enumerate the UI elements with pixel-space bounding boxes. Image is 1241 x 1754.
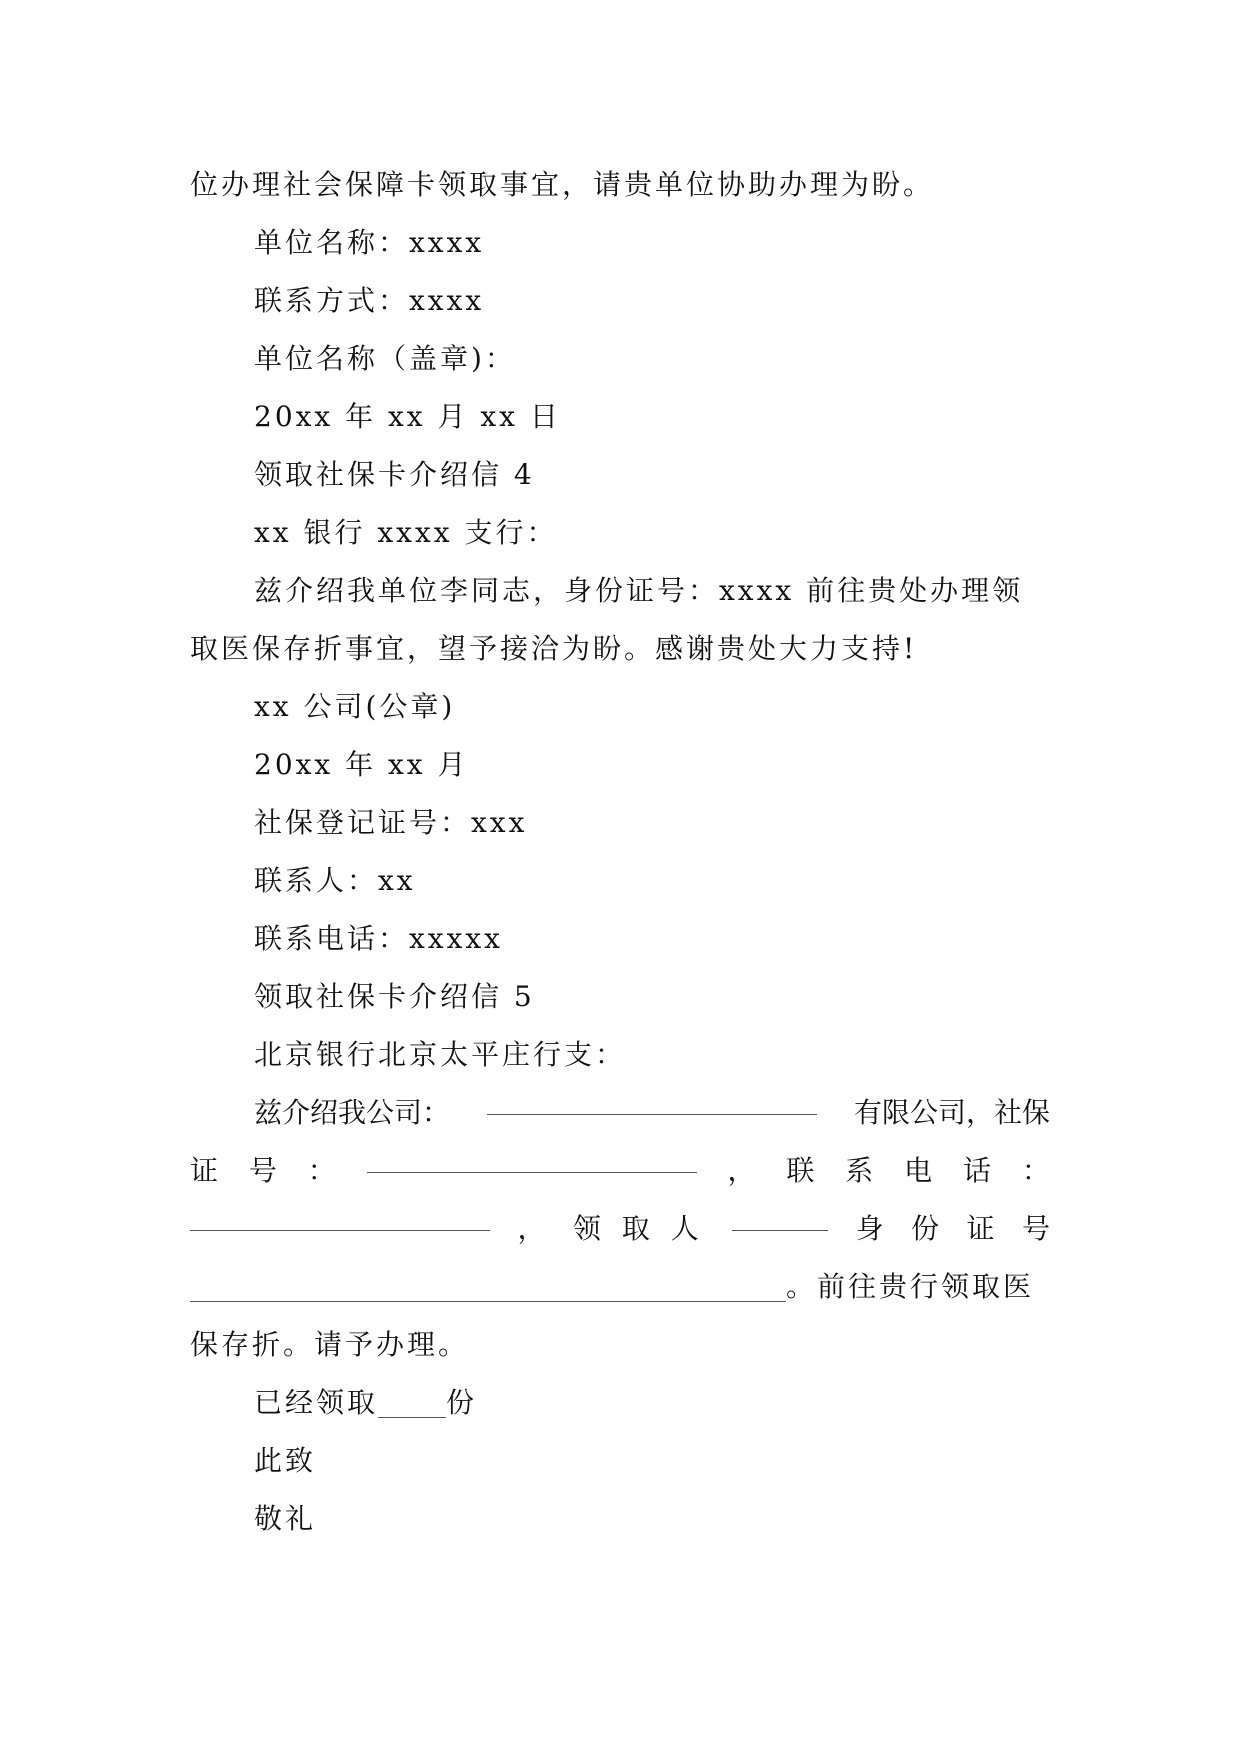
phone-number-blank	[190, 1200, 490, 1231]
phone-char: 话	[962, 1154, 991, 1187]
form-line-receiver	[190, 1200, 1050, 1258]
comma: ，	[517, 1212, 546, 1245]
form-line-company	[190, 1084, 1050, 1142]
closing-request-line: 保存折。请予办理。	[190, 1328, 470, 1361]
paragraph-line: 兹介绍我单位李同志，身份证号：xxxx 前往贵处办理领	[254, 574, 1024, 607]
regards-line-1: 此致	[254, 1444, 317, 1477]
letter-heading-5: 领取社保卡介绍信 5	[254, 980, 535, 1013]
letter-body	[190, 156, 1050, 1548]
comma: ，	[727, 1154, 756, 1187]
received-suffix: 份	[446, 1386, 478, 1419]
phone-char: 电	[904, 1154, 933, 1187]
receiver-label: 领 取 人	[572, 1212, 705, 1245]
received-prefix: 已经领取	[254, 1386, 379, 1419]
date-line: 20xx 年 xx 月	[254, 748, 469, 781]
unit-seal-line: 单位名称（盖章)：	[254, 342, 516, 375]
id-char: 份	[911, 1212, 940, 1245]
phone-char: 系	[845, 1154, 874, 1187]
unit-name-line: 单位名称：xxxx	[254, 226, 485, 259]
contact-person-line: 联系人：xx	[254, 864, 416, 897]
cert-char: 号	[248, 1154, 277, 1187]
form-line-cert	[190, 1142, 1050, 1200]
regards-line-2: 敬礼	[254, 1502, 317, 1535]
cert-number-blank	[367, 1142, 697, 1173]
go-text: 。前往贵行领取医	[786, 1270, 1035, 1303]
company-seal-line: xx 公司(公章)	[254, 690, 456, 723]
company-suffix: 有限公司，社保	[853, 1096, 1050, 1129]
recipient-line: xx 银行 xxxx 支行：	[254, 516, 558, 549]
social-security-number-line: 社保登记证号：xxx	[254, 806, 528, 839]
phone-char: 联	[786, 1154, 815, 1187]
id-char: 号	[1021, 1212, 1050, 1245]
received-count-blank	[378, 1387, 446, 1418]
form-line-id	[190, 1258, 1050, 1316]
letter-heading-4: 领取社保卡介绍信 4	[254, 458, 535, 491]
date-line: 20xx 年 xx 月 xx 日	[254, 400, 561, 433]
contact-phone-line: 联系电话：xxxxx	[254, 922, 503, 955]
receiver-name-blank	[732, 1200, 828, 1231]
intro-prefix: 兹介绍我公司：	[254, 1096, 451, 1129]
phone-char: ：	[1021, 1154, 1050, 1187]
paragraph-line: 取医保存折事宜，望予接洽为盼。感谢贵处大力支持!	[190, 632, 918, 665]
company-name-blank	[487, 1084, 817, 1115]
id-number-blank	[190, 1271, 786, 1302]
id-char: 证	[966, 1212, 995, 1245]
recipient-line: 北京银行北京太平庄行支：	[254, 1038, 627, 1071]
cert-char: 证	[190, 1154, 219, 1187]
id-char: 身	[855, 1212, 884, 1245]
cert-char: ：	[307, 1154, 336, 1187]
received-line	[190, 1374, 1050, 1432]
paragraph-line: 位办理社会保障卡领取事宜，请贵单位协助办理为盼。	[190, 168, 935, 201]
contact-method-line: 联系方式：xxxx	[254, 284, 485, 317]
